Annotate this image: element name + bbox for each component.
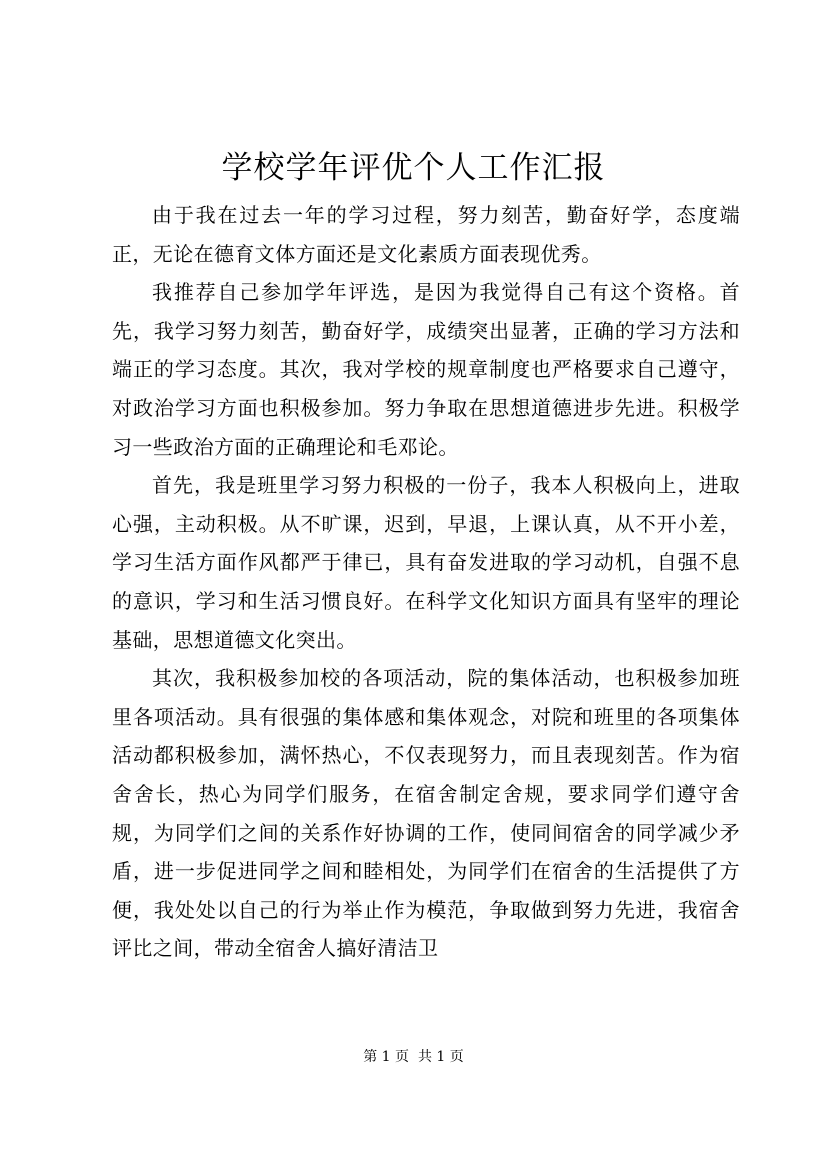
page-footer (0, 1046, 827, 1068)
document-title: 学校学年评优个人工作汇报 (221, 150, 606, 186)
paragraph: 其次，我积极参加校的各项活动，院的集体活动，也积极参加班里各项活动。具有很强的集体感和集体观念，对院和班里的各项集体活动都积极参加，满怀热心，不仅表现努力，而且表现刻苦。作为宿舍舍长，热心为同学们服务，在宿舍制定舍规，要求同学们遵守舍规，为同学们之间的关系作好协调的工作，使同间宿舍的同学减少矛盾，进一步促进同学之间和睦相处，为同学们在宿舍的生活提供了方便，我处处以自己的行为举止作为模范，争取做到努力先进，我宿舍评比之间，带动全宿舍人搞好清洁卫 (112, 666, 740, 961)
paragraph: 首先，我是班里学习努力积极的一份子，我本人积极向上，进取心强，主动积极。从不旷课，迟到，早退，上课认真，从不开小差，学习生活方面作风都严于律已，具有奋发进取的学习动机，自强不息的意识，学习和生活习惯良好。在科学文化知识方面具有坚牢的理论基础，思想道德文化突出。 (112, 473, 740, 652)
paragraph: 由于我在过去一年的学习过程，努力刻苦，勤奋好学，态度端正，无论在德育文体方面还是文化素质方面表现优秀。 (112, 203, 740, 266)
page-number-label: 第 1 页 共 1 页 (363, 1049, 464, 1065)
document-body (112, 196, 740, 968)
paragraph: 我推荐自己参加学年评选，是因为我觉得自己有这个资格。首先，我学习努力刻苦，勤奋好学，成绩突出显著，正确的学习方法和端正的学习态度。其次，我对学校的规章制度也严格要求自己遵守，对政治学习方面也积极参加。努力争取在思想道德进步先进。积极学习一些政治方面的正确理论和毛邓论。 (112, 280, 740, 459)
